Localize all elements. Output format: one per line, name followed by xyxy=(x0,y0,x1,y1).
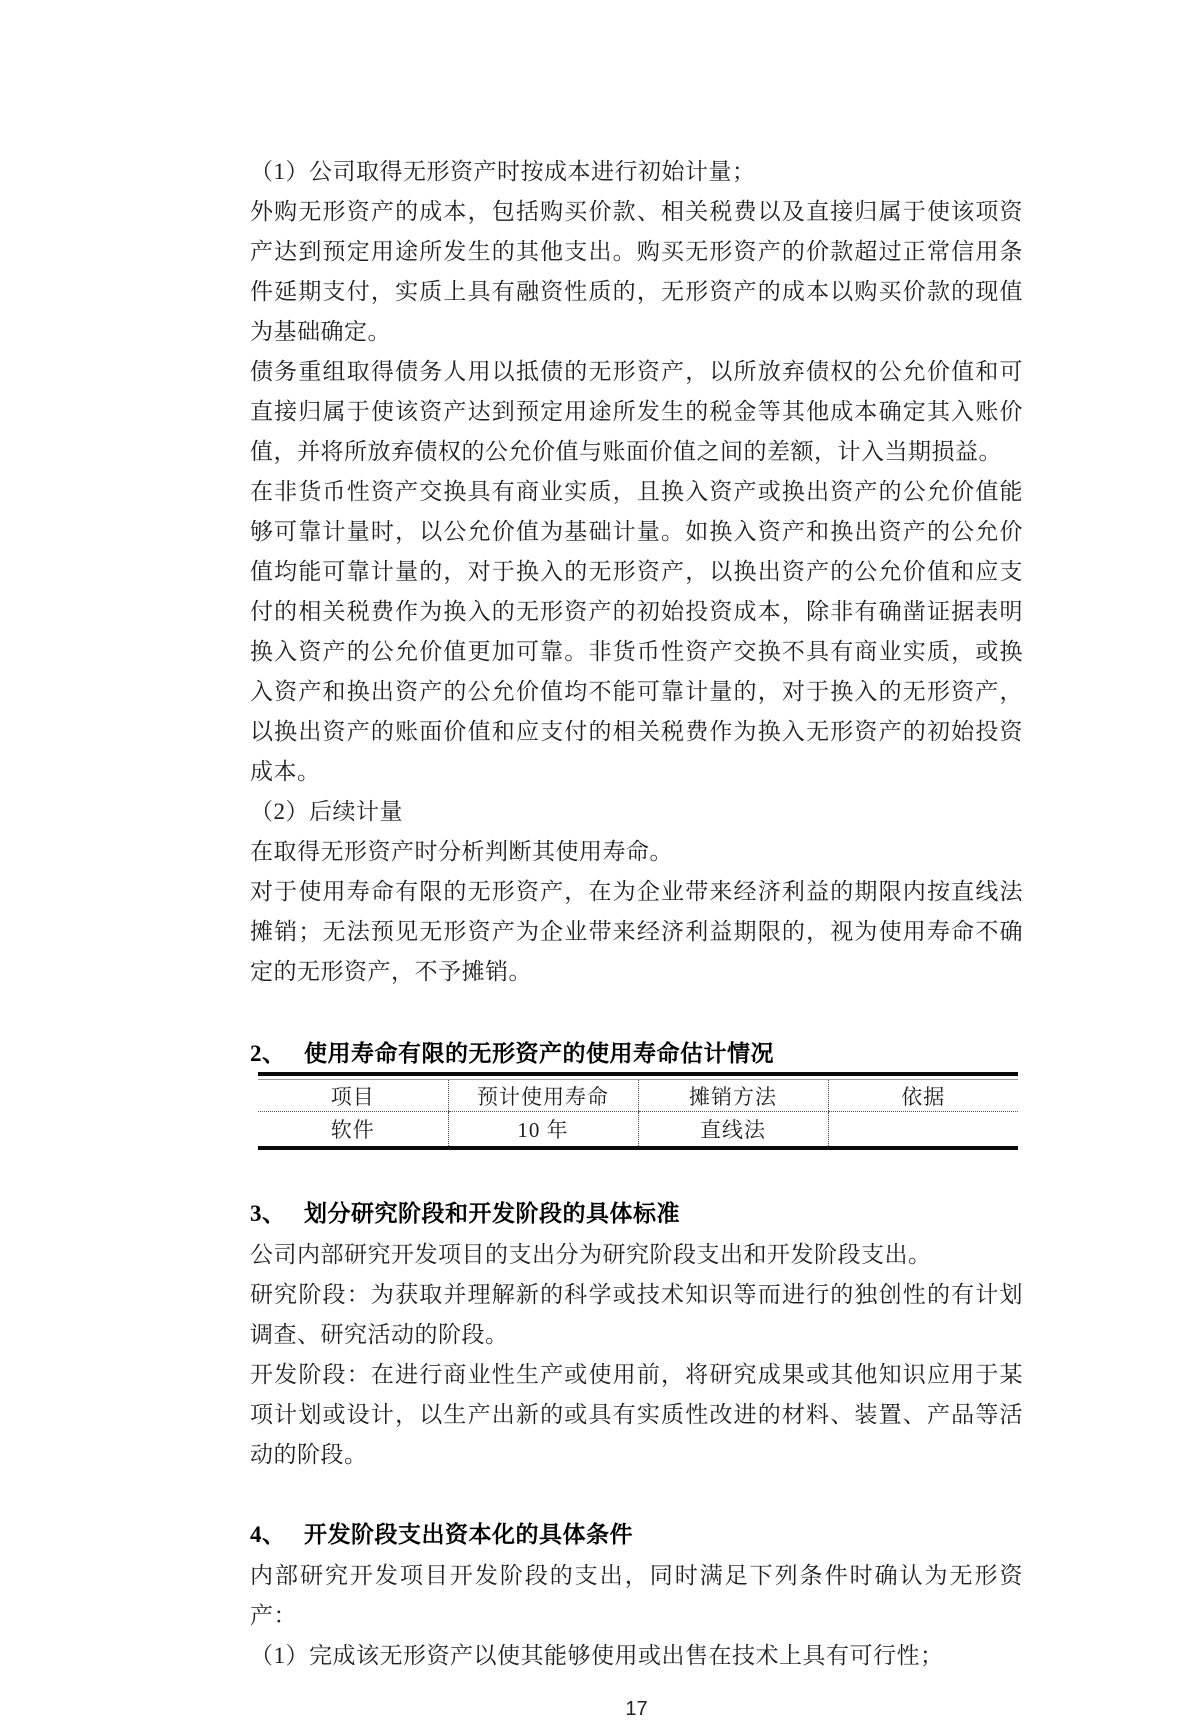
table-header-basis: 依据 xyxy=(828,1080,1018,1112)
intro-block xyxy=(250,152,1023,992)
section-3-heading xyxy=(250,1196,1023,1232)
section-4-body xyxy=(250,1556,1023,1676)
table-cell-item: 软件 xyxy=(330,1118,375,1142)
section-4-number: 4、 xyxy=(250,1522,286,1547)
section-2-title: 使用寿命有限的无形资产的使用寿命估计情况 xyxy=(304,1041,774,1066)
table-header-amortization-method: 摊销方法 xyxy=(638,1080,828,1112)
useful-life-table-wrapper xyxy=(258,1072,1018,1150)
table-row-software xyxy=(258,1112,1018,1147)
table-header-item: 项目 xyxy=(258,1080,448,1112)
table-cell-basis xyxy=(828,1112,1018,1147)
paragraph-purchased-intangibles: 外购无形资产的成本，包括购买价款、相关税费以及直接归属于使该项资产达到预定用途所发生的其他支出。购买无形资产的价款超过正常信用条件延期支付，实质上具有融资性质的，无形资产的成本以购买价款的现值为基础确定。 xyxy=(250,199,1023,344)
table-cell-expected-life: 10 年 xyxy=(448,1112,638,1147)
paragraph-subsequent-measurement-label: （2）后续计量 xyxy=(250,799,403,824)
table-cell-amortization-method: 直线法 xyxy=(638,1112,828,1147)
paragraph-rd-split: 公司内部研究开发项目的支出分为研究阶段支出和开发阶段支出。 xyxy=(250,1242,932,1267)
section-3-title: 划分研究阶段和开发阶段的具体标准 xyxy=(304,1201,680,1226)
paragraph-nonmonetary-exchange: 在非货币性资产交换具有商业实质，且换入资产或换出资产的公允价值能够可靠计量时，以公允价值为基础计量。如换入资产和换出资产的公允价值均能可靠计量的，对于换入的无形资产，以换出资产的公允价值和应支付的相关税费作为换入的无形资产的初始投资成本，除非有确凿证据表明换入资产的公允价值更加可靠。非货币性资产交换不具有商业实质，或换入资产和换出资产的公允价值均不能可靠计量的，对于换入的无形资产，以换出资产的账面价值和应支付的相关税费作为换入无形资产的初始投资成本。 xyxy=(250,479,1023,784)
paragraph-initial-measurement: （1）公司取得无形资产时按成本进行初始计量； xyxy=(250,159,756,184)
paragraph-amortization-policy: 对于使用寿命有限的无形资产，在为企业带来经济利益的期限内按直线法摊销；无法预见无形资产为企业带来经济利益期限的，视为使用寿命不确定的无形资产，不予摊销。 xyxy=(250,879,1023,984)
paragraph-useful-life-judgement: 在取得无形资产时分析判断其使用寿命。 xyxy=(250,839,673,864)
table-header-row xyxy=(258,1080,1018,1112)
useful-life-table xyxy=(258,1079,1018,1146)
table-header-expected-life: 预计使用寿命 xyxy=(448,1080,638,1112)
paragraph-debt-restructuring: 债务重组取得债务人用以抵债的无形资产，以所放弃债权的公允价值和可直接归属于使该资产达到预定用途所发生的税金等其他成本确定其入账价值，并将所放弃债权的公允价值与账面价值之间的差额，计入当期损益。 xyxy=(250,359,1023,464)
paragraph-condition-1: （1）完成该无形资产以使其能够使用或出售在技术上具有可行性； xyxy=(250,1643,944,1668)
section-4-title: 开发阶段支出资本化的具体条件 xyxy=(304,1522,633,1547)
paragraph-research-stage: 研究阶段：为获取并理解新的科学或技术知识等而进行的独创性的有计划调查、研究活动的阶段。 xyxy=(250,1282,1023,1347)
page-content xyxy=(250,152,1023,1721)
section-3-number: 3、 xyxy=(250,1201,286,1226)
page-number: 17 xyxy=(625,1698,648,1720)
paragraph-capitalization-conditions: 内部研究开发项目开发阶段的支出，同时满足下列条件时确认为无形资产： xyxy=(250,1563,1023,1628)
section-4-heading xyxy=(250,1517,1023,1553)
section-2-heading xyxy=(250,1036,1023,1072)
section-3-body xyxy=(250,1235,1023,1475)
paragraph-development-stage: 开发阶段：在进行商业性生产或使用前，将研究成果或其他知识应用于某项计划或设计，以生产出新的或具有实质性改进的材料、装置、产品等活动的阶段。 xyxy=(250,1362,1023,1467)
section-2-number: 2、 xyxy=(250,1041,286,1066)
